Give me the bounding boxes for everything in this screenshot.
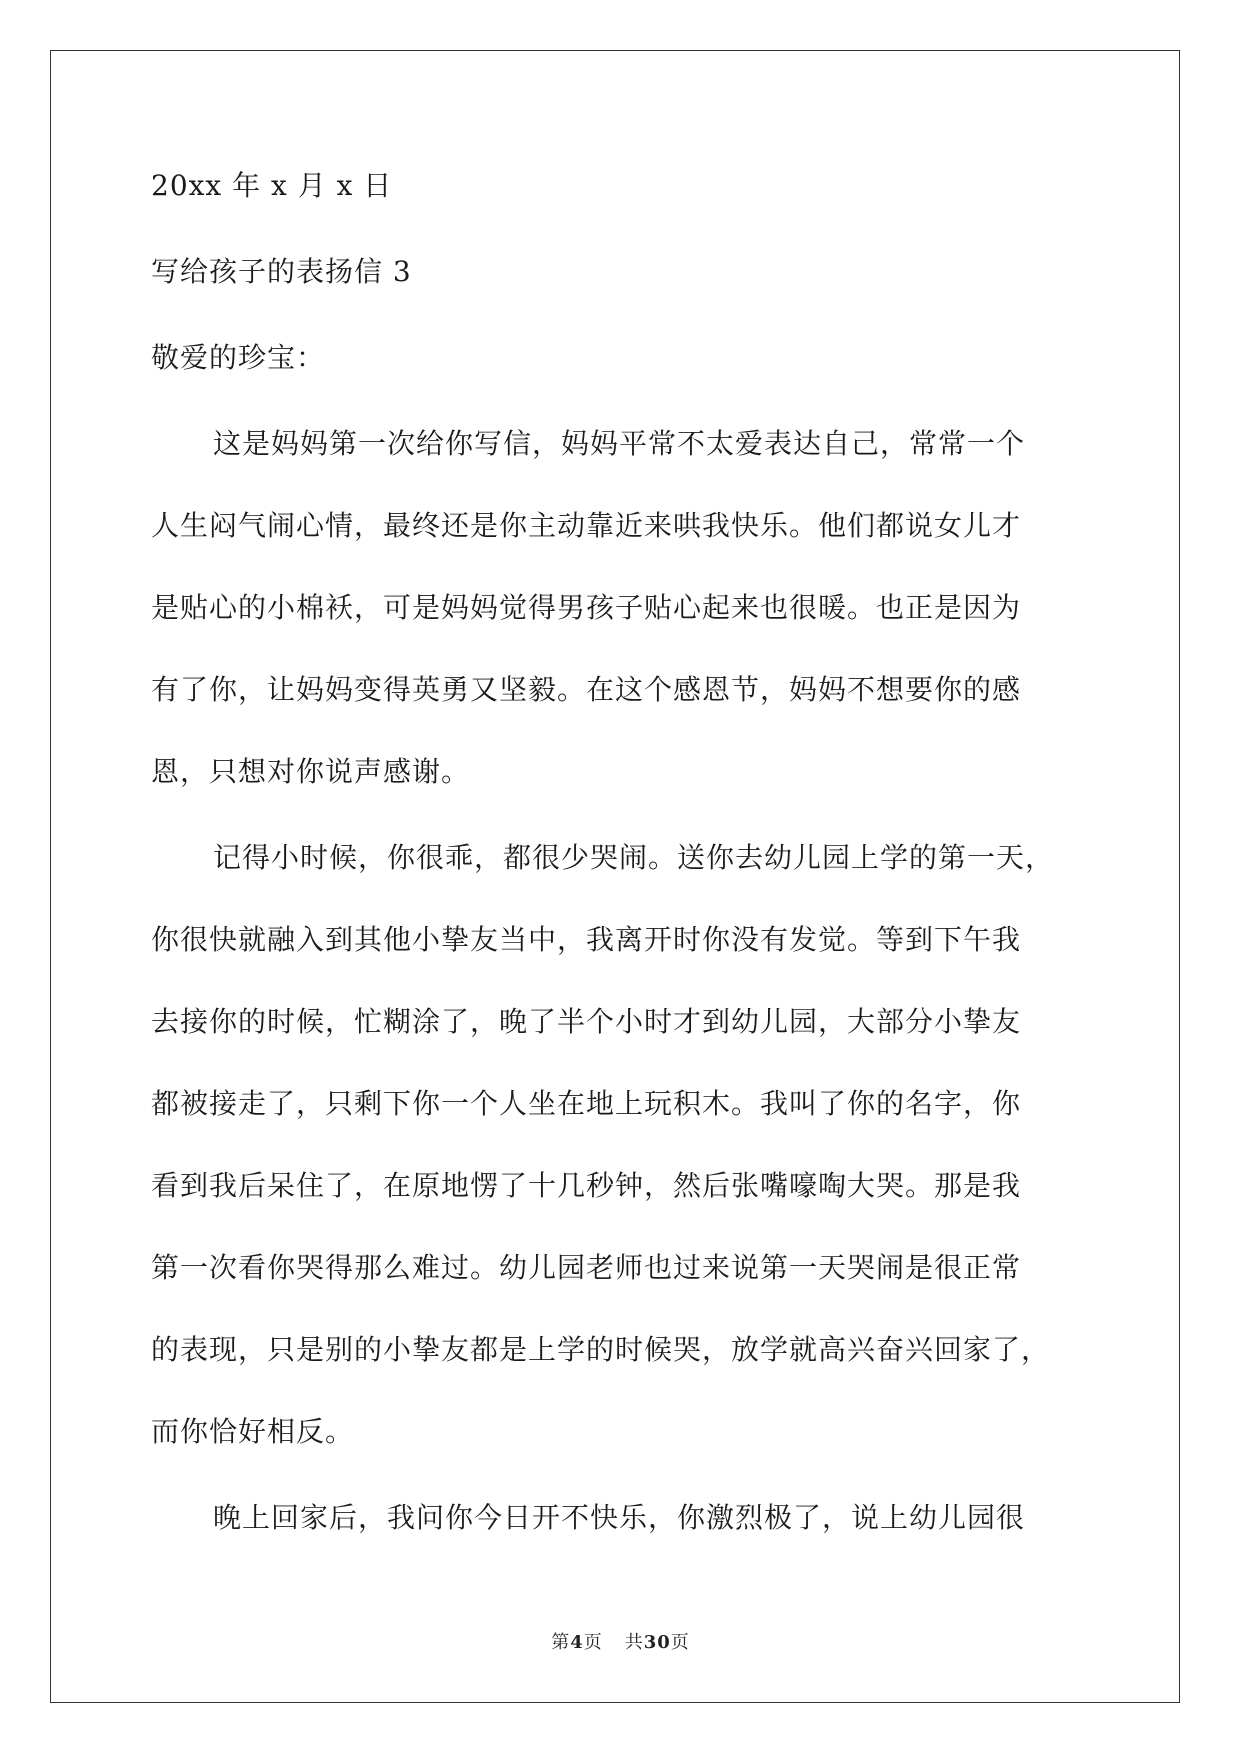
paragraph-line: 晚上回家后，我问你今日开不快乐，你激烈极了，说上幼儿园很 [213,1501,1026,1534]
paragraph-line: 记得小时候，你很乖，都很少哭闹。送你去幼儿园上学的第一天， [213,841,1055,874]
paragraph-line: 第一次看你哭得那么难过。幼儿园老师也过来说第一天哭闹是很正常 [151,1251,1022,1284]
total-prefix: 共 [624,1632,644,1653]
total-suffix: 页 [670,1632,690,1653]
paragraph-line: 去接你的时候，忙糊涂了，晚了半个小时才到幼儿园，大部分小挚友 [151,1005,1022,1038]
paragraph-line: 人生闷气闹心情，最终还是你主动靠近来哄我快乐。他们都说女儿才 [151,509,1022,542]
paragraph-line: 这是妈妈第一次给你写信，妈妈平常不太爱表达自己，常常一个 [213,427,1026,460]
page-total: 30 [643,1632,671,1653]
paragraph-2 [151,838,1081,1452]
paragraph-line: 你很快就融入到其他小挚友当中，我离开时你没有发觉。等到下午我 [151,923,1022,956]
paragraph-3 [151,1498,1081,1538]
page-current: 4 [570,1632,584,1653]
paragraph-line: 看到我后呆住了，在原地愣了十几秒钟，然后张嘴嚎啕大哭。那是我 [151,1169,1022,1202]
paragraph-line: 恩，只想对你说声感谢。 [151,755,471,788]
salutation: 敬爱的珍宝： [151,341,326,374]
paragraph-line: 是贴心的小棉袄，可是妈妈觉得男孩子贴心起来也很暖。也正是因为 [151,591,1022,624]
paragraph-line: 而你恰好相反。 [151,1415,355,1448]
date-line: 20xx 年 x 月 x 日 [151,169,393,202]
paragraph-line: 都被接走了，只剩下你一个人坐在地上玩积木。我叫了你的名字，你 [151,1087,1022,1120]
letter-heading: 写给孩子的表扬信 3 [151,255,412,288]
page-suffix: 页 [583,1632,603,1653]
paragraph-line: 有了你，让妈妈变得英勇又坚毅。在这个感恩节，妈妈不想要你的感 [151,673,1022,706]
document-body [151,166,1081,1584]
paragraph-1 [151,424,1081,792]
page-footer [0,1628,1241,1654]
page-prefix: 第 [551,1632,571,1653]
paragraph-line: 的表现，只是别的小挚友都是上学的时候哭，放学就高兴奋兴回家了， [151,1333,1051,1366]
